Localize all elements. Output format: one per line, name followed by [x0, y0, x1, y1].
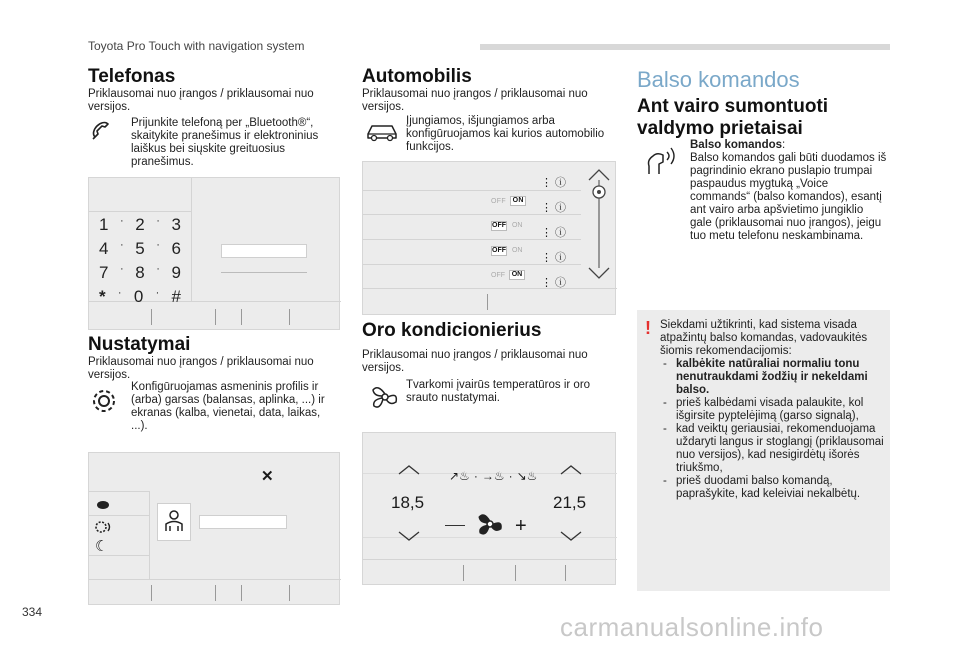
toggle-switch[interactable]	[491, 196, 528, 206]
automobilis-desc: Priklausomai nuo įrangos / priklausomai nuo versijos.	[362, 88, 588, 113]
phone-keypad-screen	[88, 177, 340, 330]
watermark: carmanualsonline.info	[560, 612, 824, 642]
climate-screen	[362, 432, 616, 585]
subtitle-steering-controls	[637, 96, 828, 140]
key-2[interactable]: 2	[135, 215, 145, 234]
airflow-windshield-icon[interactable]: ↘♨	[516, 469, 538, 483]
airflow-sep: ·	[473, 469, 478, 483]
section-title-nustatymai: Nustatymai	[88, 334, 191, 355]
settings-gear-icon	[89, 386, 119, 416]
warning-icon: !	[645, 318, 651, 338]
fan-speed-icon	[475, 509, 505, 544]
key-3[interactable]: 3	[171, 215, 181, 234]
key-1[interactable]: 1	[99, 215, 109, 234]
section-title-balso: Balso komandos	[637, 67, 800, 92]
oro-item-text: Tvarkomi įvairūs temperatūros ir oro srauto nustatymai.	[406, 379, 591, 404]
key-star[interactable]: *	[99, 287, 106, 306]
info-icon[interactable]: ⋮ ⓘ	[541, 202, 567, 214]
profile-name-field[interactable]	[199, 515, 287, 529]
key-sep: ·	[120, 215, 124, 227]
telefonas-desc: Priklausomai nuo įrangos / priklausomai nuo versijos.	[88, 88, 314, 113]
key-5[interactable]: 5	[135, 239, 145, 258]
automobilis-item-text: Įjungiamos, išjungiamos arba konfigūruojamos kai kurios automobilio funkcijos.	[406, 115, 605, 153]
header-rule	[480, 44, 890, 50]
section-title-oro: Oro kondicionierius	[362, 320, 542, 341]
section-title-automobilis: Automobilis	[362, 66, 472, 87]
keypad-row[interactable]	[99, 263, 181, 287]
scrollbar[interactable]	[585, 166, 613, 287]
night-mode-icon[interactable]: ☾	[95, 538, 109, 555]
voice-commands-text: Balso komandos gali būti duodamos iš pagrindinio ekrano puslapio trumpai paspaudus mygtuką „Voice commands“ (balso komandos), esantį ant vairo arba apšvietimo jungiklio gale (priklausomai nuo įrangos), jeigu tuo metu telefonu neskambinama.	[690, 152, 887, 242]
airflow-selector[interactable]	[449, 469, 537, 483]
airflow-face-icon[interactable]: ↗♨	[449, 469, 470, 483]
toggle-on-label: ON	[511, 247, 523, 254]
toggle-off-label: OFF	[491, 197, 506, 205]
car-icon	[364, 118, 400, 144]
note-item: - kad veiktų geriausiai, rekomenduojama uždaryti langus ir stoglangį (priklausomai nuo versijos), kad nesigirdėtų išorės triukšmo,	[660, 423, 886, 475]
keypad-row[interactable]	[99, 287, 181, 311]
temp-right-up-button[interactable]	[559, 463, 583, 481]
key-sep: ·	[155, 287, 160, 299]
keypad-row[interactable]	[99, 239, 181, 263]
phone-handset-icon	[88, 118, 114, 144]
toggle-off-label: OFF	[491, 271, 505, 279]
keypad-row[interactable]	[99, 215, 181, 239]
page-header-title: Toyota Pro Touch with navigation system	[88, 39, 305, 53]
toggle-off-label: OFF	[492, 247, 506, 254]
fan-increase-button[interactable]: +	[515, 515, 527, 537]
page-number: 334	[22, 605, 43, 619]
section-title-telefonas: Telefonas	[88, 66, 176, 87]
temp-left-value: 18,5	[391, 493, 425, 512]
key-sep: ·	[117, 287, 122, 299]
warning-note-box	[637, 310, 890, 591]
profile-button[interactable]	[157, 503, 191, 541]
note-item	[660, 358, 886, 397]
temp-left-up-button[interactable]	[397, 463, 421, 481]
key-7[interactable]: 7	[99, 263, 109, 282]
oro-desc: Priklausomai nuo įrangos / priklausomai nuo versijos.	[362, 349, 588, 374]
nustatymai-desc: Priklausomai nuo įrangos / priklausomai nuo versijos.	[88, 356, 314, 381]
key-sep: ·	[120, 239, 124, 251]
temp-right-value: 21,5	[553, 493, 587, 512]
nustatymai-item-text: Konfigūruojamas asmeninis profilis ir (arba) garsas (balansas, aplinka, ...) ir ekranas (kalba, vienetai, data, laikas, ...).	[131, 381, 325, 432]
key-6[interactable]: 6	[171, 239, 181, 258]
toggle-on-label: ON	[509, 270, 525, 280]
airflow-sep: ·	[508, 469, 513, 483]
key-hash[interactable]: #	[171, 287, 181, 306]
warning-note-text	[660, 319, 886, 501]
voice-command-icon	[645, 142, 681, 176]
brush-icon[interactable]	[95, 497, 111, 516]
key-sep: ·	[156, 239, 160, 251]
fan-decrease-button[interactable]	[445, 525, 465, 526]
temp-left-down-button[interactable]	[397, 529, 421, 547]
key-sep: ·	[156, 215, 160, 227]
subtitle-line1: Ant vairo sumontuoti	[637, 96, 829, 117]
key-sep: ·	[120, 263, 124, 275]
info-icon[interactable]: ⋮ ⓘ	[541, 177, 567, 189]
telefonas-item-text: Prijunkite telefoną per „Bluetooth®“, skaitykite pranešimus ir elektroninius laiškus bei siųskite greituosius pranešimus.	[131, 117, 319, 168]
toggle-on-label: ON	[511, 222, 523, 229]
note-item-text: kalbėkite natūraliai normaliu tonu nenutraukdami žodžių ir nekeldami balso.	[676, 358, 868, 396]
key-sep: ·	[156, 263, 160, 275]
info-icon[interactable]: ⋮ ⓘ	[541, 227, 567, 239]
fan-icon	[368, 382, 402, 412]
vehicle-screen	[362, 161, 616, 315]
key-0[interactable]: 0	[133, 287, 144, 306]
info-icon-column[interactable]	[541, 171, 566, 296]
toggle-off-label: OFF	[492, 222, 506, 229]
toggle-switch[interactable]	[491, 270, 527, 280]
temp-right-down-button[interactable]	[559, 529, 583, 547]
key-9[interactable]: 9	[171, 263, 181, 282]
subtitle-line2: valdymo prietaisai	[637, 118, 803, 139]
toggle-switch[interactable]	[491, 221, 522, 231]
note-item: - prieš duodami balso komandą, paprašykite, kad keleiviai nekalbėtų.	[660, 475, 886, 501]
info-icon[interactable]: ⋮ ⓘ	[541, 277, 567, 289]
key-4[interactable]: 4	[99, 239, 109, 258]
note-item: - prieš kalbėdami visada palaukite, kol išgirsite pyptelėjimą (garso signalą),	[660, 397, 886, 423]
voice-commands-block: Balso komandos: Balso komandos gali būti duodamos iš pagrindinio ekrano puslapio trumpai paspaudus mygtuką „Voice commands“ (balso komandos), esantį ant vairo arba apšvietimo jungiklio gale (priklausomai nuo įrangos), jeigu tuo metu telefonu neskambinama.	[690, 139, 887, 242]
settings-screen	[88, 452, 340, 605]
toggle-on-label: ON	[510, 196, 526, 206]
voice-commands-title: Balso komandos	[690, 139, 783, 151]
key-8[interactable]: 8	[135, 263, 145, 282]
airflow-feet-icon[interactable]: →♨	[481, 469, 505, 483]
note-intro: Siekdami užtikrinti, kad sistema visada atpažintų balso komandas, vadovaukitės šiomis rekomendacijomis:	[660, 319, 868, 357]
close-icon[interactable]: ✕	[261, 468, 274, 485]
info-icon[interactable]: ⋮ ⓘ	[541, 252, 567, 264]
toggle-switch[interactable]	[491, 246, 522, 256]
keypad[interactable]	[99, 215, 181, 311]
number-input-field[interactable]	[221, 244, 307, 258]
